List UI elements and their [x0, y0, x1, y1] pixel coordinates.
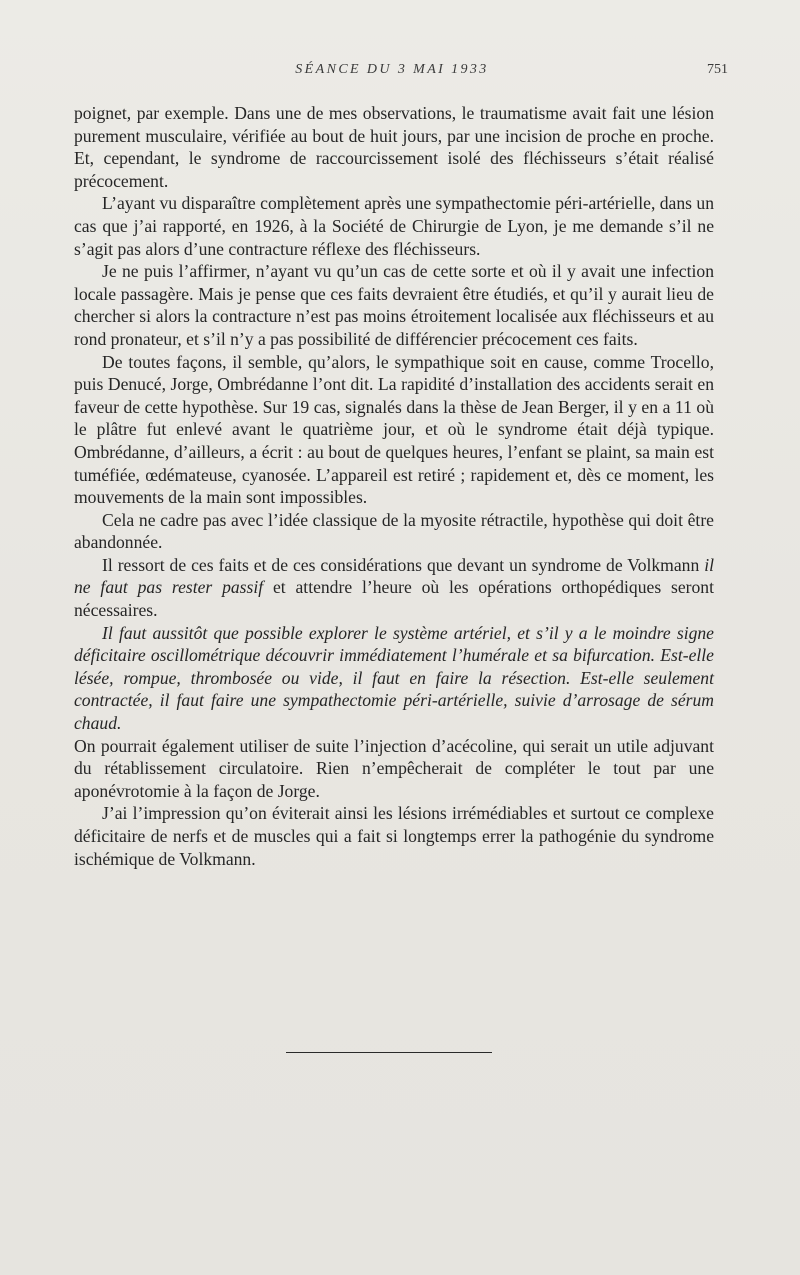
running-head — [72, 62, 728, 84]
paragraph-affirmation: Je ne puis l’affirmer, n’ayant vu qu’un cas de cette sorte et où il y avait une infection locale passagère. Mais je pense que ces faits devraient être étudiés, et qu’il y aurait lieu de chercher si alors la contracture n’est pas moins étroitement localisée aux fléchisseurs et au rond pronateur, et s’il n’y a pas possibilité de différencier précocement ces faits. — [74, 261, 714, 349]
paragraph-myositis: Cela ne cadre pas avec l’idée classique de la myosite rétractile, hypothèse qui doit être abandonnée. — [74, 509, 714, 553]
paragraph-sympathectomy: L’ayant vu disparaître complètement après une sympathectomie péri-artérielle, dans un cas que j’ai rapporté, en 1926, à la Société de Chirurgie de Lyon, je me demande s’il ne s’agit pas alors d’une contracture réflexe des fléchisseurs. — [74, 193, 714, 259]
recommendation-emphasis: Il faut aussitôt que possible explorer le système artériel, et s’il y a le moindre signe déficitaire oscillométrique découvrir immédiatement l’humérale et sa bifurcation. Est-elle lésée, rompue, thrombosée ou vide, il faut en faire la résection. Est-elle seulement contractée, il faut faire une sympathectomie péri-artérielle, suivie d’arrosage de sérum chaud. — [74, 622, 714, 734]
paragraph-continuation: poignet, par exemple. Dans une de mes observations, le traumatisme avait fait une lésion purement musculaire, vérifiée au bout de huit jours, par une incision de proche en proche. Et, cependant, le syndrome de raccourcissement isolé des fléchisseurs s’était réalisé précocement. — [74, 103, 714, 191]
page-number: 751 — [707, 62, 728, 77]
end-rule — [286, 1052, 492, 1053]
paragraph-final: J’ai l’impression qu’on éviterait ainsi les lésions irrémédiables et surtout ce complexe déficitaire de nerfs et de muscles qui a fait si longtemps errer la pathogénie du syndrome ischémique de Volkmann. — [74, 803, 714, 869]
paragraph-sympathetic-cause: De toutes façons, il semble, qu’alors, le sympathique soit en cause, comme Trocello, puis Denucé, Jorge, Ombrédanne l’ont dit. La rapidité d’installation des accidents serait en faveur de cette hypothèse. Sur 19 cas, signalés dans la thèse de Jean Berger, il y en a 11 où le plâtre fut enlevé avant le quatrième jour, et où le syndrome était déjà typique. Ombrédanne, d’ailleurs, a écrit : au bout de quelques heures, l’enfant se plaint, sa main est tuméfiée, œdémateuse, cyanosée. L’appareil est retiré ; rapidement et, dès ce moment, les mouvements de la main sont impossibles. — [74, 351, 714, 508]
body-text — [74, 102, 714, 870]
conclusion-emphasis: il ne faut pas rester passif — [74, 554, 714, 598]
paragraph-conclusion — [74, 554, 714, 622]
paragraph-acecoline: On pourrait également utiliser de suite l’injection d’acécoline, qui serait un utile adjuvant du rétablissement circulatoire. Rien n’empêcherait de compléter le tout par une aponévrotomie à la façon de Jorge. — [74, 735, 714, 801]
conclusion-text-start: Il ressort de ces faits et de ces considérations que devant un syndrome de Volkmann — [102, 554, 705, 575]
conclusion-text-end: et attendre l’heure où les opérations orthopédiques seront nécessaires. — [74, 577, 714, 621]
paragraph-italic-recommendation — [74, 622, 714, 735]
running-title: SÉANCE DU 3 MAI 1933 — [295, 62, 489, 77]
